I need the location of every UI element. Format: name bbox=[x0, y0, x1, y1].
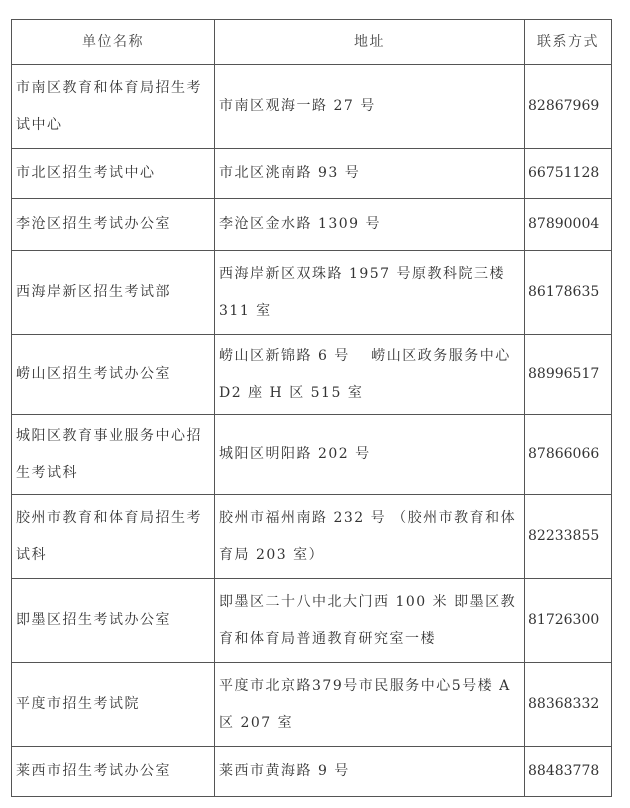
header-contact: 联系方式 bbox=[525, 20, 612, 65]
contacts-table bbox=[11, 19, 612, 797]
unit-name-cell: 西海岸新区招生考试部 bbox=[12, 251, 215, 335]
phone-cell: 82233855 bbox=[525, 495, 612, 579]
unit-name-cell: 市南区教育和体育局招生考试中心 bbox=[12, 65, 215, 149]
header-unit-name: 单位名称 bbox=[12, 20, 215, 65]
unit-name-cell: 李沧区招生考试办公室 bbox=[12, 199, 215, 251]
phone-cell: 88368332 bbox=[525, 663, 612, 747]
unit-name-cell: 莱西市招生考试办公室 bbox=[12, 747, 215, 797]
address-cell: 莱西市黄海路 9 号 bbox=[215, 747, 525, 797]
address-cell: 即墨区二十八中北大门西 100 米 即墨区教育和体育局普通教育研究室一楼 bbox=[215, 579, 525, 663]
table-row bbox=[12, 495, 612, 579]
phone-cell: 81726300 bbox=[525, 579, 612, 663]
table-row bbox=[12, 199, 612, 251]
address-cell: 平度市北京路379号市民服务中心5号楼 A 区 207 室 bbox=[215, 663, 525, 747]
phone-cell: 86178635 bbox=[525, 251, 612, 335]
unit-name-cell: 市北区招生考试中心 bbox=[12, 149, 215, 199]
unit-name-cell: 平度市招生考试院 bbox=[12, 663, 215, 747]
table-row bbox=[12, 149, 612, 199]
table-row bbox=[12, 251, 612, 335]
phone-cell: 87866066 bbox=[525, 415, 612, 495]
phone-cell: 87890004 bbox=[525, 199, 612, 251]
table-row bbox=[12, 65, 612, 149]
address-cell: 市北区洮南路 93 号 bbox=[215, 149, 525, 199]
table-row bbox=[12, 415, 612, 495]
table-row bbox=[12, 747, 612, 797]
unit-name-cell: 即墨区招生考试办公室 bbox=[12, 579, 215, 663]
address-cell: 市南区观海一路 27 号 bbox=[215, 65, 525, 149]
table-row bbox=[12, 335, 612, 415]
address-cell: 崂山区新锦路 6 号 崂山区政务服务中心 D2 座 H 区 515 室 bbox=[215, 335, 525, 415]
unit-name-cell: 胶州市教育和体育局招生考试科 bbox=[12, 495, 215, 579]
phone-cell: 82867969 bbox=[525, 65, 612, 149]
table-row bbox=[12, 663, 612, 747]
phone-cell: 88483778 bbox=[525, 747, 612, 797]
phone-cell: 66751128 bbox=[525, 149, 612, 199]
address-cell: 胶州市福州南路 232 号 （胶州市教育和体育局 203 室） bbox=[215, 495, 525, 579]
phone-cell: 88996517 bbox=[525, 335, 612, 415]
unit-name-cell: 崂山区招生考试办公室 bbox=[12, 335, 215, 415]
address-cell: 城阳区明阳路 202 号 bbox=[215, 415, 525, 495]
address-cell: 李沧区金水路 1309 号 bbox=[215, 199, 525, 251]
table-row bbox=[12, 579, 612, 663]
unit-name-cell: 城阳区教育事业服务中心招生考试科 bbox=[12, 415, 215, 495]
header-row bbox=[12, 20, 612, 65]
header-address: 地址 bbox=[215, 20, 525, 65]
address-cell: 西海岸新区双珠路 1957 号原教科院三楼 311 室 bbox=[215, 251, 525, 335]
